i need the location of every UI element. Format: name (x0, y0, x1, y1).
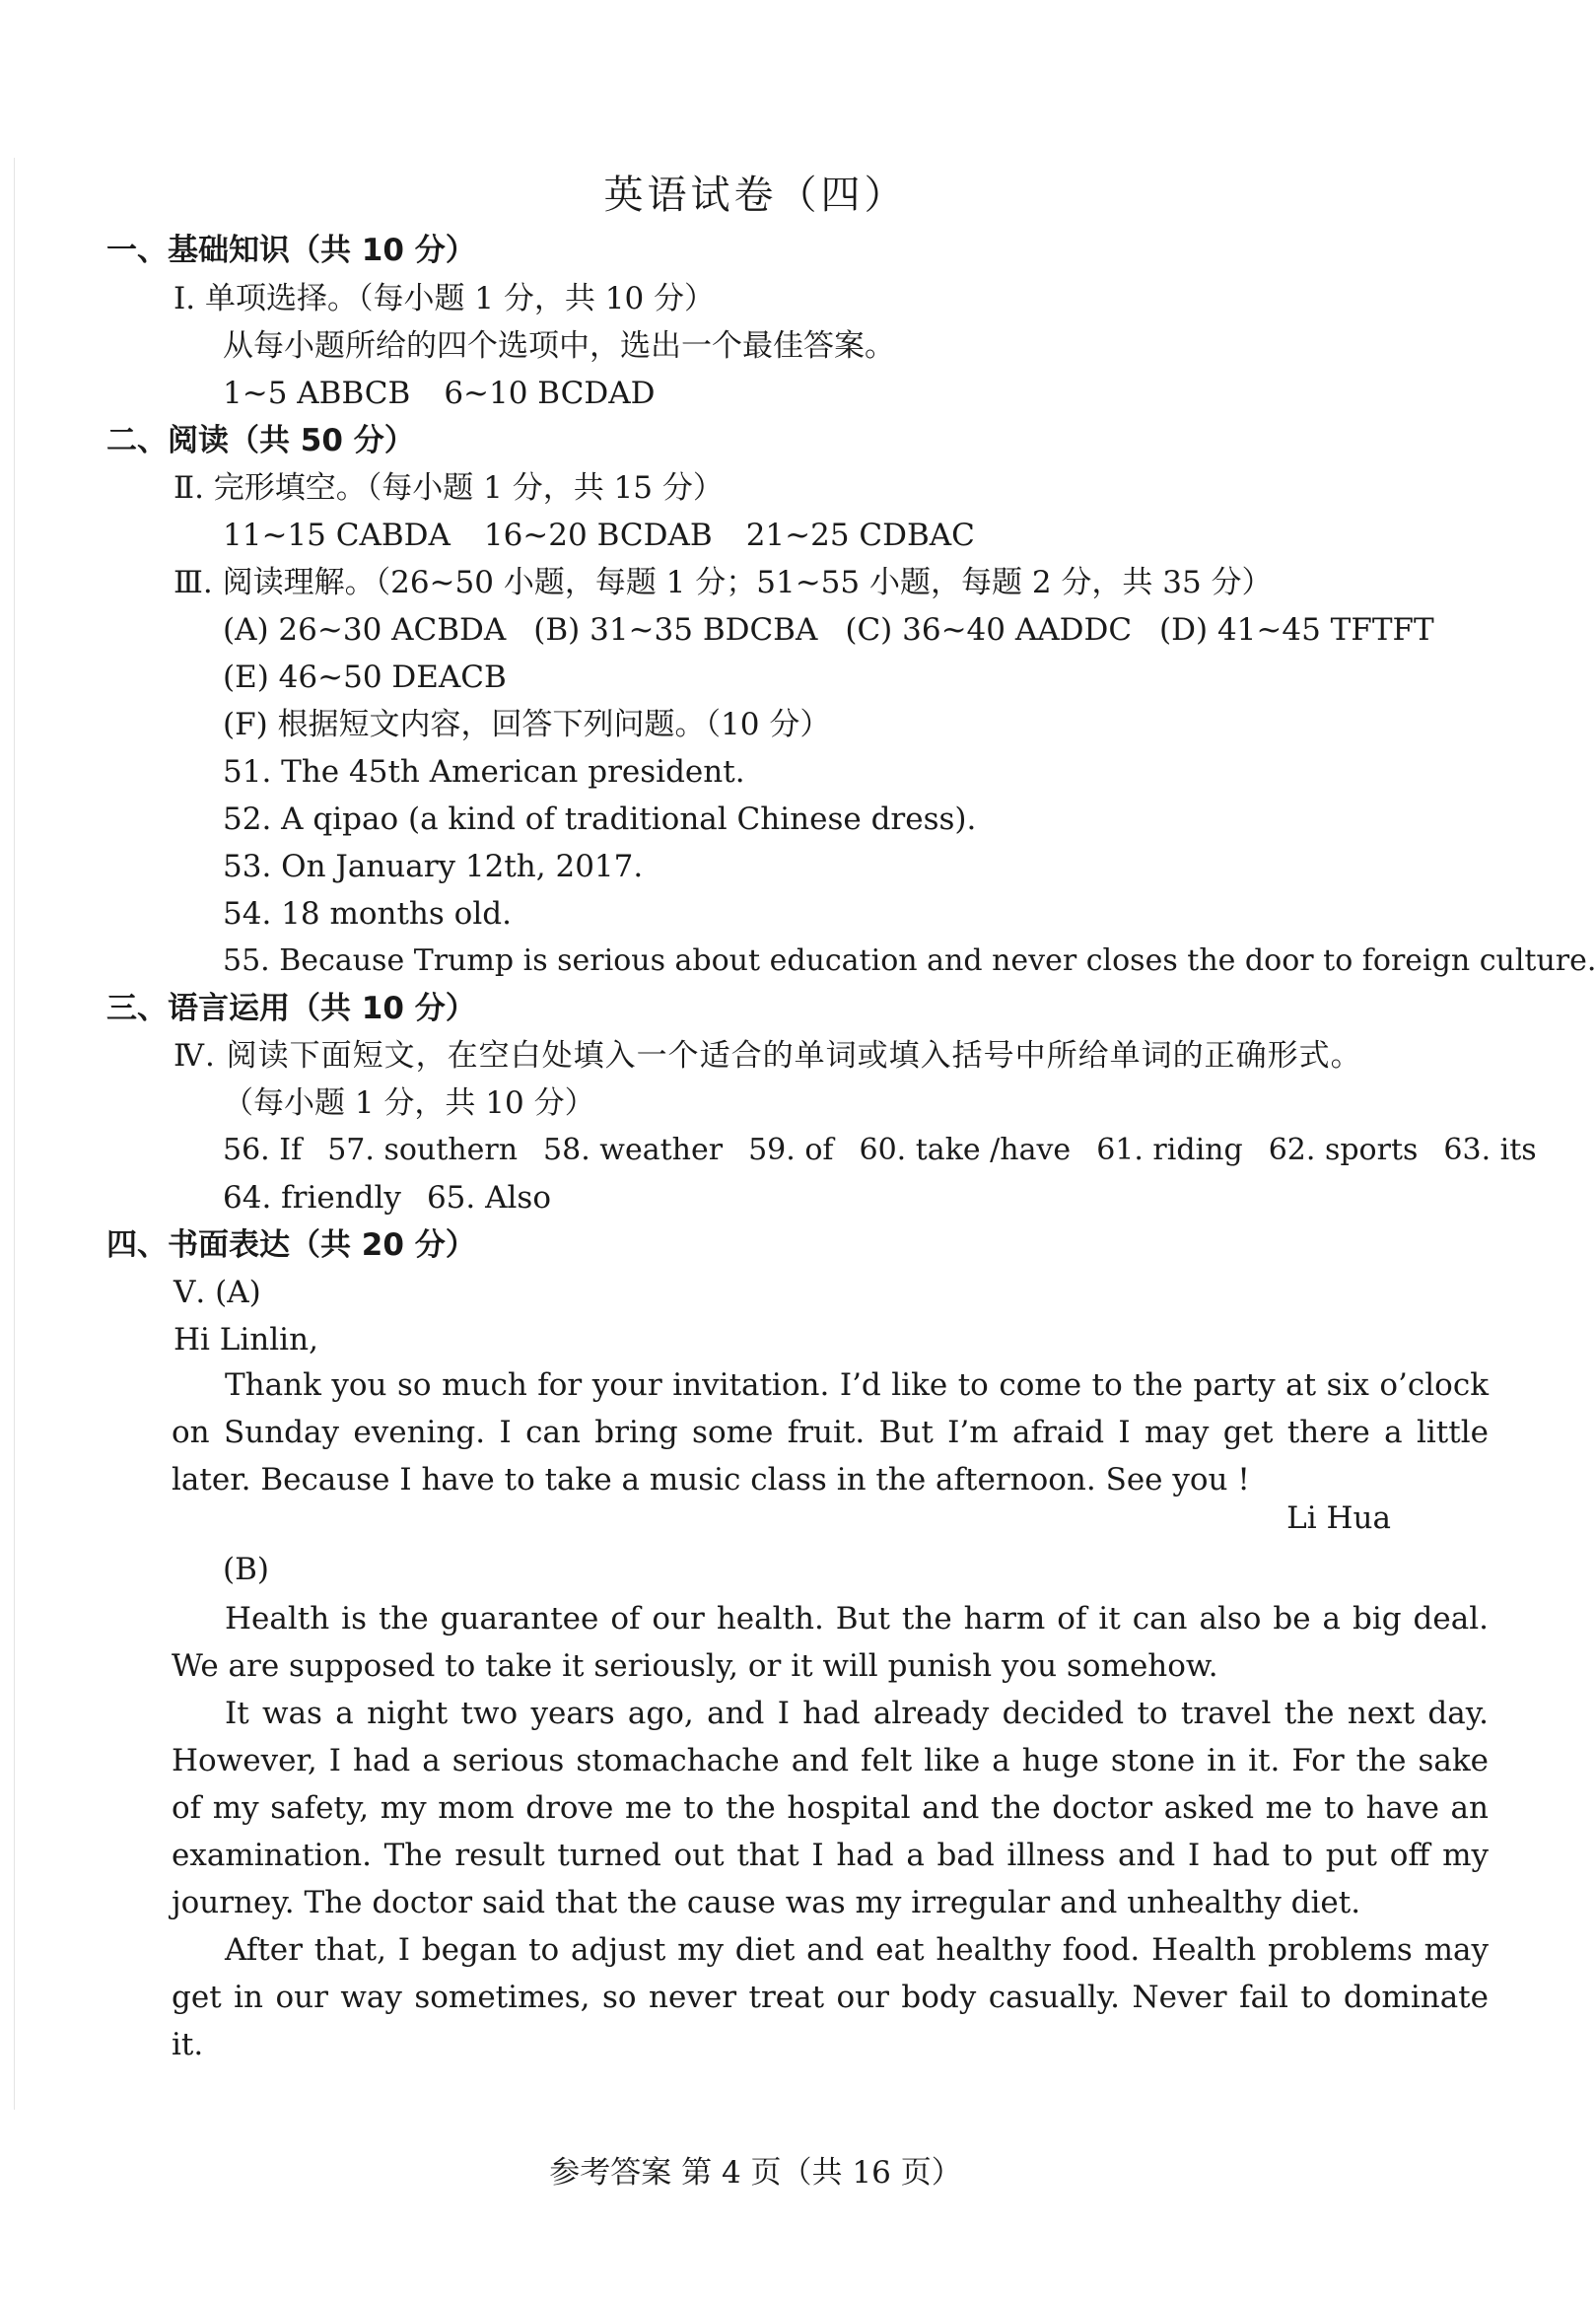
blank-answer: 61. riding (1096, 1133, 1243, 1167)
blank-answer: 62. sports (1268, 1133, 1419, 1167)
answer-group: 1~5 ABBCB (223, 376, 411, 411)
answer-group: (B) 31~35 BDCBA (533, 612, 818, 648)
answer-group: (A) 26~30 ACBDA (223, 612, 507, 648)
q5-label: Ⅴ. (A) (173, 1275, 261, 1310)
essay-paragraph-1: Health is the guarantee of our health. But the harm of it can also be a big deal. We are supposed to take it seriously, or it will punish you somehow. (172, 1601, 1489, 1684)
answer-52: 52. A qipao (a kind of traditional Chinese dress). (223, 801, 977, 837)
blank-answer: 60. take /have (859, 1133, 1072, 1167)
section-3-heading: 三、语言运用（共 10 分） (106, 991, 476, 1026)
answer-group: 11~15 CABDA (223, 518, 451, 553)
q1-label: Ⅰ. 单项选择。（每小题 1 分，共 10 分） (173, 281, 716, 316)
blank-answer: 58. weather (543, 1133, 724, 1167)
answer-group: 6~10 BCDAD (444, 376, 656, 411)
answer-group: 16~20 BCDAB (483, 518, 713, 553)
q1-answers (223, 372, 655, 415)
blank-answer: 65. Also (426, 1180, 551, 1216)
q4-answers-row-1 (223, 1129, 1537, 1172)
q2-label: Ⅱ. 完形填空。（每小题 1 分，共 15 分） (173, 470, 724, 506)
q2-answers (223, 514, 975, 557)
essay-paragraph-3: After that, I began to adjust my diet and eat healthy food. Health problems may get in our way sometimes, so never treat our body casually. Never fail to dominate it. (172, 1932, 1489, 2062)
left-margin-line (14, 158, 15, 2110)
letter-greeting: Hi Linlin, (173, 1322, 318, 1358)
blank-answer: 64. friendly (223, 1180, 401, 1216)
q1-instruction: 从每小题所给的四个选项中，选出一个最佳答案。 (223, 328, 895, 364)
answer-53: 53. On January 12th, 2017. (223, 849, 644, 884)
q3-part-f-label: (F) 根据短文内容，回答下列问题。（10 分） (223, 707, 831, 742)
essay-paragraph-2: It was a night two years ago, and I had already decided to travel the next day. However, I had a serious stomachache and felt like a huge stone in it. For the sake of my safety, my mom drove me to the hospital and the doctor asked me to have an examination. The result turned out that I had a bad illness and I had to put off my journey. The doctor said that the cause was my irregular and unhealthy diet. (172, 1696, 1489, 1920)
section-2-heading: 二、阅读（共 50 分） (106, 423, 415, 458)
section-4-heading: 四、书面表达（共 20 分） (106, 1227, 476, 1263)
letter-signature: Li Hua (1286, 1500, 1391, 1536)
section-1-heading: 一、基础知识（共 10 分） (106, 233, 476, 268)
q3-label: Ⅲ. 阅读理解。（26~50 小题，每题 1 分；51~55 小题，每题 2 分，共 35 分） (173, 565, 1273, 600)
q3-answers-e: (E) 46~50 DEACB (223, 660, 507, 695)
q4-label: Ⅳ. 阅读下面短文，在空白处填入一个适合的单词或填入括号中所给单词的正确形式。 (173, 1038, 1362, 1074)
answer-group: 21~25 CDBAC (745, 518, 975, 553)
answer-51: 51. The 45th American president. (223, 754, 745, 790)
blank-answer: 59. of (748, 1133, 834, 1167)
blank-answer: 56. If (223, 1133, 303, 1167)
part-b-label: (B) (223, 1552, 269, 1587)
answer-group: (D) 41~45 TFTFT (1159, 612, 1434, 648)
q4-answers-row-2 (223, 1176, 551, 1219)
q4-score: （每小题 1 分，共 10 分） (223, 1085, 595, 1121)
q3-answers-row (223, 608, 1434, 652)
page-footer: 参考答案 第 4 页（共 16 页） (549, 2155, 962, 2191)
blank-answer: 63. its (1443, 1133, 1537, 1167)
letter-body: Thank you so much for your invitation. I’d like to come to the party at six o’clock on Sunday evening. I can bring some fruit. But I’m afraid I may get there a little later. Because I have to take a music class in the afternoon. See you ! (172, 1367, 1489, 1497)
answer-55: 55. Because Trump is serious about education and never closes the door to foreign culture. (223, 943, 1596, 978)
page-title: 英语试卷（四） (603, 173, 908, 218)
answer-54: 54. 18 months old. (223, 896, 512, 932)
answer-group: (C) 36~40 AADDC (845, 612, 1133, 648)
blank-answer: 57. southern (327, 1133, 519, 1167)
